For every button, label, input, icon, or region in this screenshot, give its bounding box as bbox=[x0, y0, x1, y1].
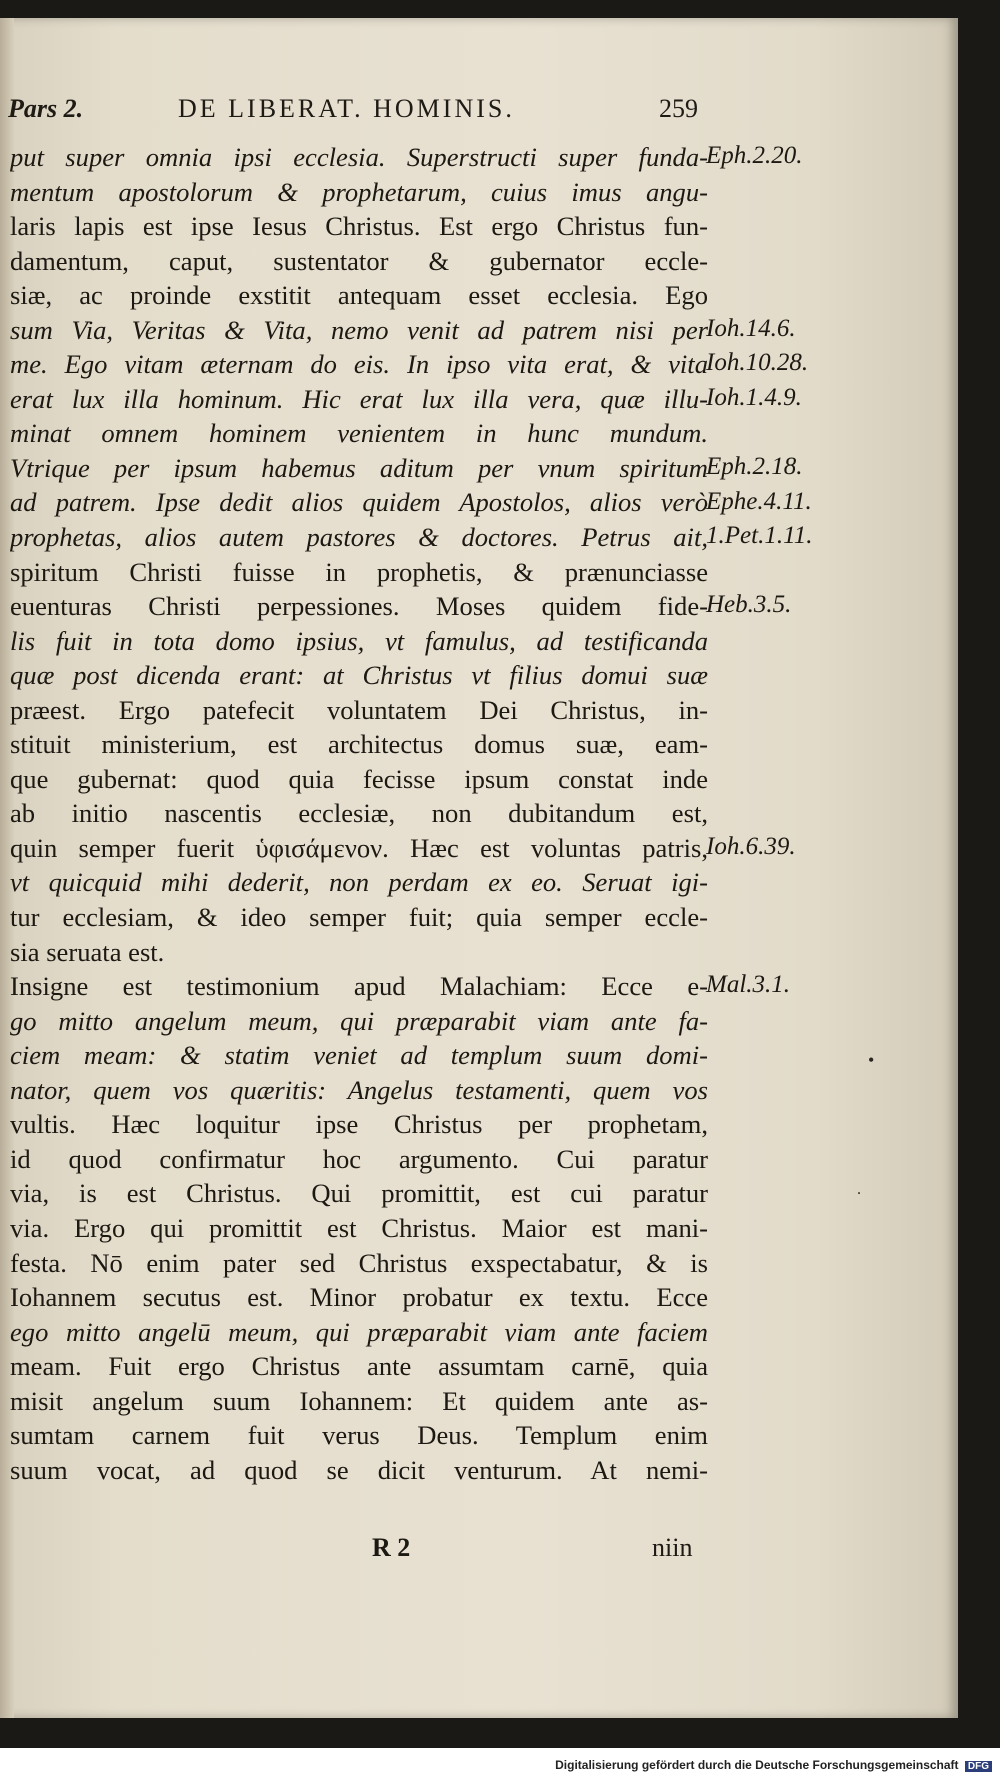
margin-reference: Eph.2.18. bbox=[706, 452, 803, 480]
text-line: id quod confirmatur hoc argumento. Cui paratur bbox=[10, 1143, 708, 1174]
margin-reference: Heb.3.5. bbox=[706, 591, 792, 619]
book-page bbox=[0, 18, 958, 1718]
text-line: mentum apostolorum & prophetarum, cuius imus angu- bbox=[10, 176, 708, 207]
text-line: Insigne est testimonium apud Malachiam: Ecce e- bbox=[10, 971, 708, 1002]
margin-reference: Mal.3.1. bbox=[706, 971, 791, 999]
text-line: meam. Fuit ergo Christus ante assumtam carnē, quia bbox=[10, 1351, 708, 1382]
text-line: spiritum Christi fuisse in prophetis, & prænunciasse bbox=[10, 556, 708, 587]
margin-reference: Ioh.1.4.9. bbox=[706, 383, 802, 411]
text-line: via. Ergo qui promittit est Christus. Maior est mani- bbox=[10, 1212, 708, 1243]
ink-spot: • bbox=[868, 1050, 875, 1070]
text-line: tur ecclesiam, & ideo semper fuit; quia semper eccle- bbox=[10, 902, 708, 933]
text-line: sia seruata est. bbox=[10, 936, 165, 967]
text-line: suum vocat, ad quod se dicit venturum. At nemi- bbox=[10, 1454, 708, 1485]
margin-reference: 1.Pet.1.11. bbox=[706, 522, 813, 550]
digitization-credit bbox=[555, 1758, 992, 1772]
text-line: ciem meam: & statim veniet ad templum suum domi- bbox=[10, 1040, 708, 1071]
text-line: festa. Nō enim pater sed Christus exspectabatur, & is bbox=[10, 1247, 708, 1278]
text-line: prophetas, alios autem pastores & doctores. Petrus ait, bbox=[10, 522, 708, 553]
page-footer bbox=[0, 1533, 720, 1569]
catchword: niin bbox=[652, 1533, 693, 1562]
text-line: misit angelum suum Iohannem: Et quidem ante as- bbox=[10, 1385, 708, 1416]
text-line: quæ post dicenda erant: at Christus vt filius domui suæ bbox=[10, 660, 708, 691]
text-line: me. Ego vitam æternam do eis. In ipso vita erat, & vita bbox=[10, 349, 708, 380]
text-line: go mitto angelum meum, qui præparabit viam ante fa- bbox=[10, 1005, 708, 1036]
text-line: Vtrique per ipsum habemus aditum per vnum spiritum bbox=[10, 452, 708, 483]
margin-reference: Ioh.14.6. bbox=[706, 314, 796, 342]
margin-reference: Ioh.6.39. bbox=[706, 833, 796, 860]
text-line: præest. Ergo patefecit voluntatem Dei Christus, in- bbox=[10, 694, 708, 725]
text-line: ego mitto angelū meum, qui præparabit viam ante faciem bbox=[10, 1316, 708, 1347]
ink-spot: ˙ bbox=[856, 1188, 862, 1208]
margin-reference: Eph.2.20. bbox=[706, 142, 803, 169]
text-line: lis fuit in tota domo ipsius, vt famulus, ad testificanda bbox=[10, 625, 708, 656]
text-line: laris lapis est ipse Iesus Christus. Est ergo Christus fun- bbox=[10, 211, 708, 242]
running-header bbox=[8, 94, 698, 134]
text-line: sumtam carnem fuit verus Deus. Templum enim bbox=[10, 1420, 708, 1451]
page-number: 259 bbox=[659, 94, 698, 123]
text-line: vultis. Hæc loquitur ipse Christus per prophetam, bbox=[10, 1109, 708, 1140]
margin-reference: Ephe.4.11. bbox=[706, 487, 812, 515]
text-line: via, is est Christus. Qui promittit, est cui paratur bbox=[10, 1178, 708, 1209]
header-title: DE LIBERAT. HOMINIS. bbox=[178, 94, 515, 123]
text-line: stituit ministerium, est architectus domus suæ, eam- bbox=[10, 729, 708, 760]
signature-mark: R 2 bbox=[372, 1533, 411, 1562]
text-line: minat omnem hominem venientem in hunc mundum. bbox=[10, 418, 708, 449]
digitization-text: Digitalisierung gefördert durch die Deutsche Forschungsgemeinschaft bbox=[555, 1758, 959, 1772]
text-line: sum Via, Veritas & Vita, nemo venit ad patrem nisi per bbox=[10, 314, 708, 345]
text-line: Iohannem secutus est. Minor probatur ex textu. Ecce bbox=[10, 1282, 708, 1313]
text-line: siæ, ac proinde exstitit antequam esset ecclesia. Ego bbox=[10, 280, 708, 311]
text-line: put super omnia ipsi ecclesia. Superstructi super funda- bbox=[10, 142, 708, 172]
text-line: quin semper fuerit ὑφισάμενον. Hæc est voluntas patris, bbox=[10, 832, 708, 863]
text-line: vt quicquid mihi dederit, non perdam ex eo. Seruat igi- bbox=[10, 867, 708, 898]
margin-reference: Ioh.10.28. bbox=[706, 349, 809, 377]
text-line: que gubernat: quod quia fecisse ipsum constat inde bbox=[10, 763, 708, 794]
text-line: erat lux illa hominum. Hic erat lux illa vera, quæ illu- bbox=[10, 383, 708, 414]
text-line: nator, quem vos quæritis: Angelus testamenti, quem vos bbox=[10, 1074, 708, 1105]
text-line: euenturas Christi perpessiones. Moses quidem fide- bbox=[10, 591, 708, 622]
dfg-logo: DFG bbox=[965, 1761, 992, 1772]
header-part: Pars 2. bbox=[8, 94, 84, 123]
text-line: damentum, caput, sustentator & gubernator eccle- bbox=[10, 245, 708, 276]
main-text-block bbox=[10, 140, 708, 1487]
text-line: ab initio nascentis ecclesiæ, non dubitandum est, bbox=[10, 798, 708, 829]
text-line: ad patrem. Ipse dedit alios quidem Apostolos, alios verò bbox=[10, 487, 708, 518]
